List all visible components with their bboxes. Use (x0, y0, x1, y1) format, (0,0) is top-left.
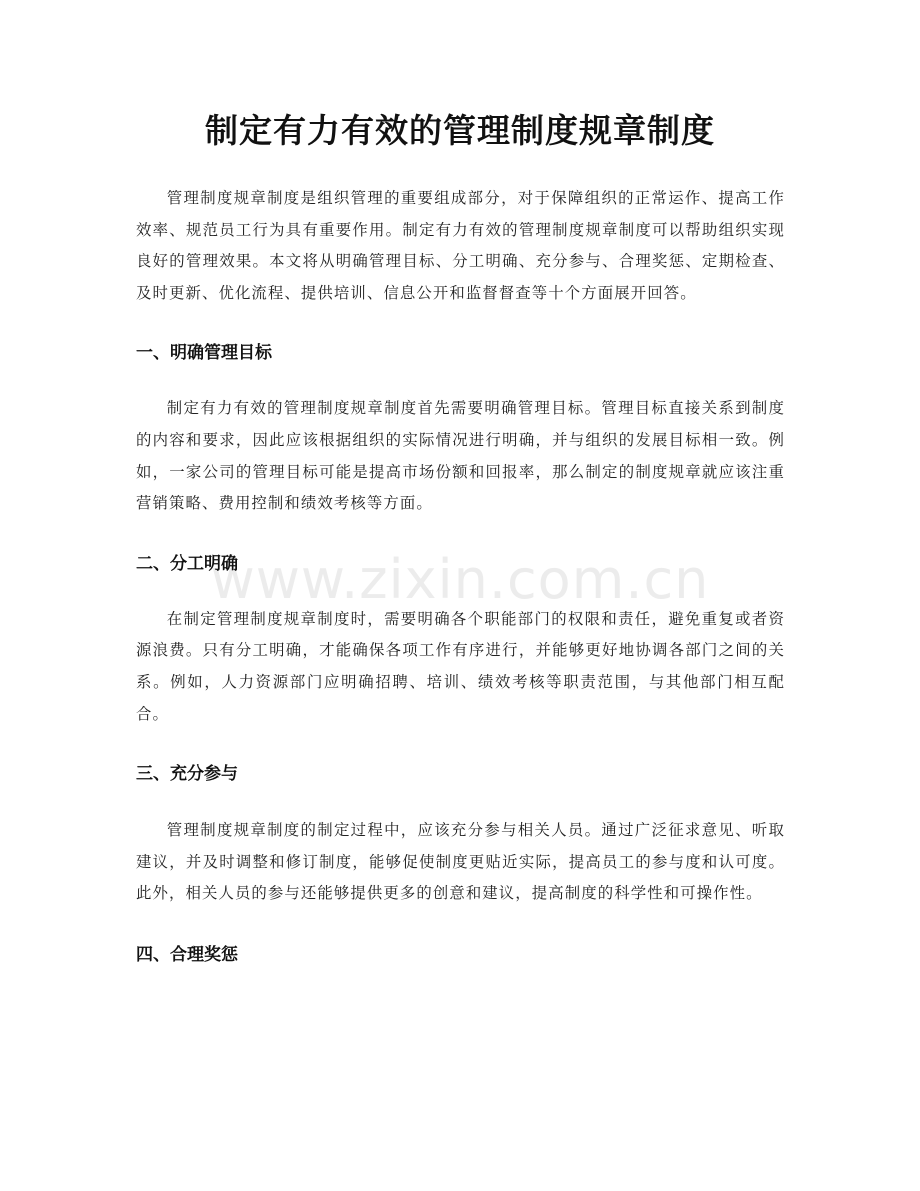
section-paragraph-2: 在制定管理制度规章制度时，需要明确各个职能部门的权限和责任，避免重复或者资源浪费。只有分工明确，才能确保各项工作有序进行，并能够更好地协调各部门之间的关系。例如，人力资源部门应明确招聘、培训、绩效考核等职责范围，与其他部门相互配合。 (136, 609, 785, 723)
section-heading-3: 三、充分参与 (136, 764, 238, 785)
section-heading-4: 四、合理奖惩 (136, 944, 238, 965)
document-title: 制定有力有效的管理制度规章制度 (205, 111, 715, 150)
section-paragraph-3: 管理制度规章制度的制定过程中，应该充分参与相关人员。通过广泛征求意见、听取建议，并及时调整和修订制度，能够促使制度更贴近实际，提高员工的参与度和认可度。此外，相关人员的参与还能够提供更多的创意和建议，提高制度的科学性和可操作性。 (136, 821, 785, 903)
intro-paragraph: 管理制度规章制度是组织管理的重要组成部分，对于保障组织的正常运作、提高工作效率、规范员工行为具有重要作用。制定有力有效的管理制度规章制度可以帮助组织实现良好的管理效果。本文将从明确管理目标、分工明确、充分参与、合理奖惩、定期检查、及时更新、优化流程、提供培训、信息公开和监督督查等十个方面展开回答。 (136, 189, 785, 302)
section-heading-2: 二、分工明确 (136, 553, 238, 574)
watermark: www.zixin.com.cn (210, 548, 710, 611)
section-paragraph-1: 制定有力有效的管理制度规章制度首先需要明确管理目标。管理目标直接关系到制度的内容和要求，因此应该根据组织的实际情况进行明确，并与组织的发展目标相一致。例如，一家公司的管理目标可能是提高市场份额和回报率，那么制定的制度规章就应该注重营销策略、费用控制和绩效考核等方面。 (136, 399, 785, 513)
document-body (136, 183, 785, 969)
section-heading-1: 一、明确管理目标 (136, 343, 272, 364)
